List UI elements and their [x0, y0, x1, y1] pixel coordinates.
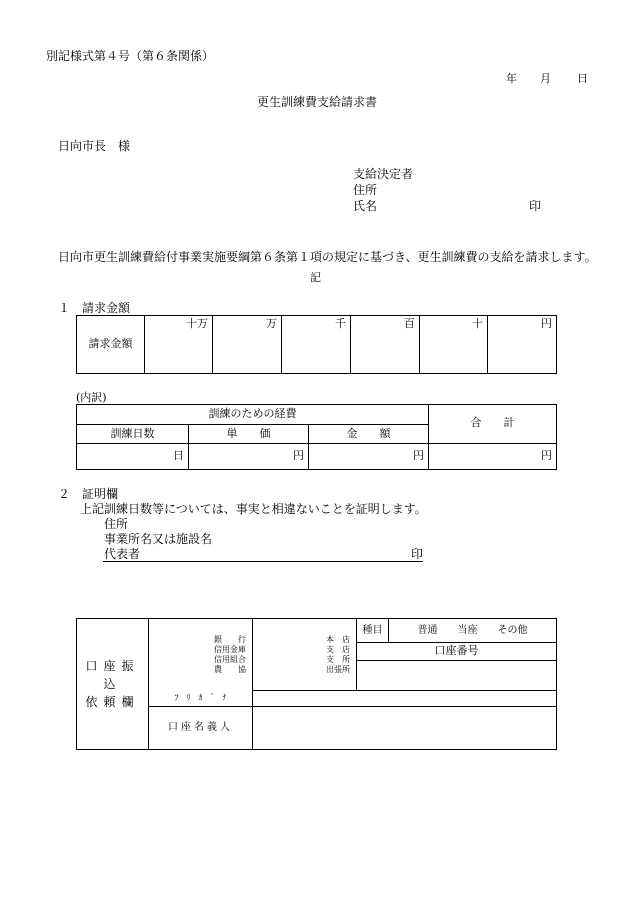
furigana-field[interactable] [253, 691, 557, 707]
branch-main: 本 店 [326, 634, 350, 644]
unit-100: 百 [404, 317, 415, 330]
date-month-label: 月 [540, 72, 551, 85]
bank-label-line1: 口座振込 [85, 659, 140, 691]
day-unit: 日 [173, 448, 184, 462]
certification-text: 上記訓練日数等については、事実と相違ないことを証明します。 [80, 502, 427, 516]
unit-1k: 千 [335, 317, 346, 330]
total-yen: 円 [541, 448, 553, 462]
breakdown-table [76, 404, 557, 470]
unit-10k: 万 [266, 317, 277, 330]
inst-nokyo: 農 協 [214, 664, 246, 674]
request-amount-table [76, 315, 557, 374]
digit-cell-10k[interactable] [213, 316, 282, 374]
institution-type-cell[interactable] [149, 619, 253, 691]
applicant-address-label: 住所 [353, 183, 378, 197]
document-title: 更生訓練費支給請求書 [257, 95, 378, 109]
bank-label-line2: 依頼欄 [85, 695, 140, 709]
amount-cell[interactable] [309, 443, 429, 469]
applicant-name-label: 氏名 [353, 199, 378, 213]
inst-shinkin: 信用金庫 [214, 644, 246, 654]
account-number-label: 口座番号 [356, 645, 557, 661]
branch-sub: 支 店 [326, 644, 350, 654]
amount-yen: 円 [413, 448, 425, 462]
training-days-cell[interactable] [77, 443, 189, 469]
account-type-options[interactable]: 普通 当座 その他 [389, 619, 557, 643]
account-holder-field[interactable] [253, 707, 557, 750]
inst-kumiai: 信用組合 [214, 654, 246, 664]
branch-agency: 出張所 [326, 664, 350, 674]
form-reference: 別記様式第４号（第６条関係） [46, 49, 215, 63]
training-days-header: 訓練日数 [77, 425, 189, 443]
date-year-label: 年 [506, 72, 517, 85]
section1-heading: １ 請求金額 [58, 301, 131, 315]
request-statement: 日向市更生訓練費給付事業実施要綱第６条第１項の規定に基づき、更生訓練費の支給を請求します。 [58, 250, 597, 264]
account-number-cell[interactable] [357, 643, 557, 691]
total-header: 合 計 [429, 405, 557, 444]
unit-10: 十 [472, 317, 483, 330]
representative-seal-mark: 印 [411, 547, 424, 561]
total-cell[interactable] [429, 443, 557, 469]
applicant-seal-mark: 印 [529, 199, 542, 213]
unit-price-cell[interactable] [189, 443, 309, 469]
account-holder-label: 口座名義人 [149, 707, 253, 750]
unit-price-yen: 円 [293, 448, 304, 462]
section2-heading: ２ 証明欄 [58, 487, 119, 501]
training-expense-header: 訓練のための経費 [77, 405, 429, 425]
digit-cell-100k[interactable] [145, 316, 213, 374]
inst-bank: 銀 行 [214, 634, 246, 644]
digit-cell-1k[interactable] [282, 316, 351, 374]
facility-name-label: 事業所名又は施設名 [104, 532, 213, 546]
branch-type-cell[interactable] [253, 619, 357, 691]
unit-100k: 十万 [186, 317, 208, 330]
unit-price-header: 単 価 [189, 425, 309, 443]
representative-underline [103, 561, 423, 562]
bank-transfer-table [76, 618, 557, 750]
digit-cell-1[interactable] [488, 316, 557, 374]
amount-header: 金 額 [309, 425, 429, 443]
date-day-label: 日 [577, 72, 588, 85]
bank-section-label [77, 619, 149, 750]
breakdown-caption: (内訳) [76, 391, 107, 404]
digit-cell-10[interactable] [420, 316, 488, 374]
unit-yen: 円 [541, 317, 552, 330]
account-type-label: 種目 [357, 619, 389, 643]
facility-address-label: 住所 [104, 517, 129, 531]
decided-person-label: 支給決定者 [353, 167, 414, 181]
addressee: 日向市長 様 [58, 139, 131, 153]
representative-label: 代表者 [104, 547, 141, 561]
branch-office: 支 所 [326, 654, 350, 664]
digit-cell-100[interactable] [351, 316, 420, 374]
ki-label: 記 [310, 271, 321, 284]
request-amount-label: 請求金額 [77, 316, 145, 374]
furigana-label: ﾌ ﾘ ｶ ﾞ ﾅ [149, 691, 253, 707]
